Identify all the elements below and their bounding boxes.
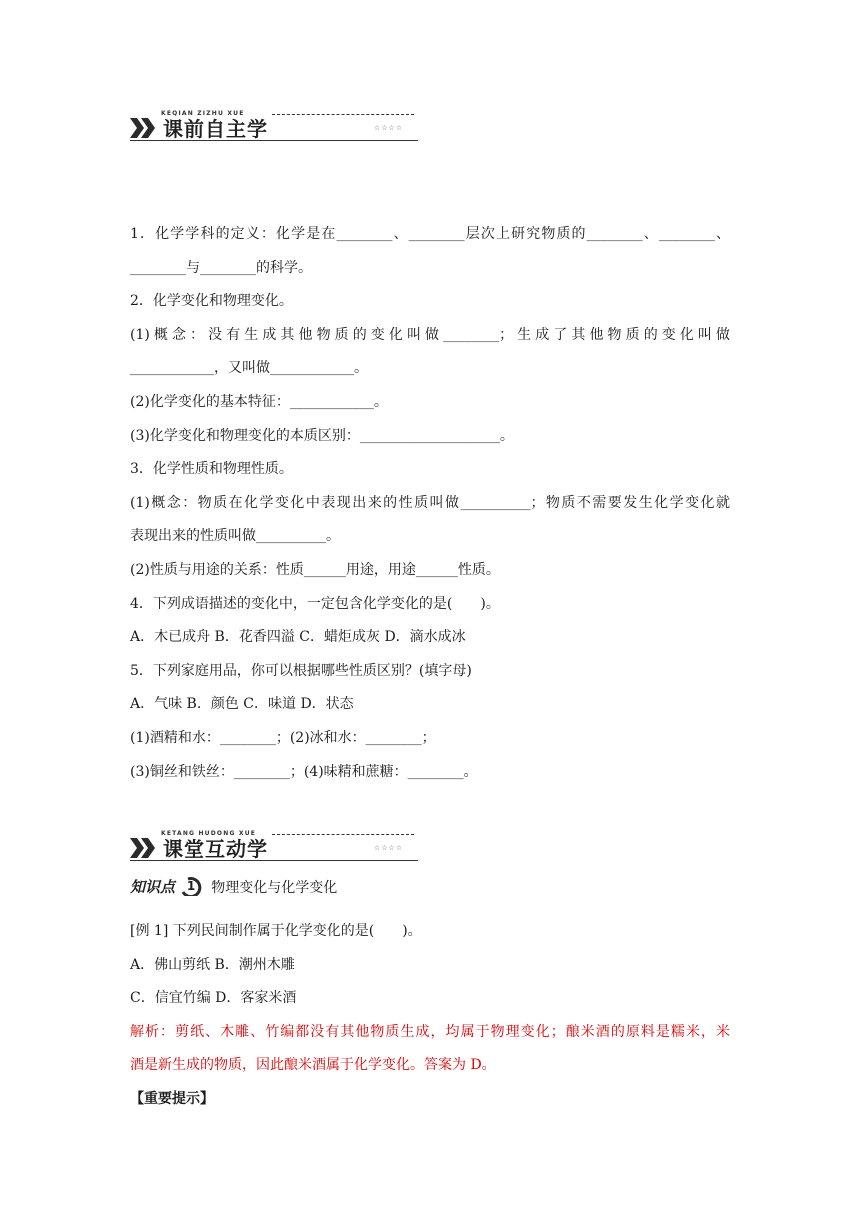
text-line: [例 1] 下列民间制作属于化学变化的是( )。 xyxy=(130,923,422,939)
analysis-line: 酒是新生成的物质，因此酿米酒属于化学变化。答案为 D。 xyxy=(130,1057,496,1074)
knowledge-point-number: 1 xyxy=(186,879,196,893)
preclass-questions xyxy=(130,218,730,789)
section-title: 课前自主学 xyxy=(163,117,268,141)
knowledge-point-title: 物理变化与化学变化 xyxy=(211,880,338,896)
section-header-preclass xyxy=(130,110,420,154)
section-header-pinyin: KETANG HUDONG XUE xyxy=(161,830,257,837)
knowledge-point-number-badge xyxy=(180,876,202,896)
section-title: 课堂互动学 xyxy=(163,837,268,861)
header-underline xyxy=(130,860,418,861)
text-line: (3)铜丝和铁丝：________；(4)味精和蔗糖：________。 xyxy=(130,763,478,780)
text-line: ____________，又叫做____________。 xyxy=(130,360,368,377)
double-chevron-icon xyxy=(130,116,160,140)
text-line: (1)概念：没有生成其他物质的变化叫做________；生成了其他物质的变化叫做 xyxy=(130,326,730,343)
text-line: A．佛山剪纸 B．潮州木雕 xyxy=(130,956,295,973)
knowledge-point-heading xyxy=(130,876,337,906)
section-header-inclass xyxy=(130,830,420,874)
text-line: 1．化学学科的定义：化学是在________、________层次上研究物质的________、________、 xyxy=(130,226,730,242)
text-line: A．气味 B．颜色 C．味道 D．状态 xyxy=(130,696,354,713)
text-line: 5．下列家庭用品，你可以根据哪些性质区别？(填字母) xyxy=(130,662,472,679)
text-line: (2)性质与用途的关系：性质______用途，用途______性质。 xyxy=(130,561,500,578)
text-line: (2)化学变化的基本特征：____________。 xyxy=(130,393,388,410)
double-chevron-icon xyxy=(130,836,160,860)
section-header-pinyin: KEQIAN ZIZHU XUE xyxy=(161,110,245,117)
header-underline xyxy=(130,140,418,141)
header-dashed-line xyxy=(272,834,414,835)
text-line: (3)化学变化和物理变化的本质区别：____________________。 xyxy=(130,427,514,444)
text-line: 表现出来的性质叫做__________。 xyxy=(130,528,340,545)
example-block xyxy=(130,915,730,1117)
star-rating: ☆☆☆☆ xyxy=(374,124,404,132)
text-line: 4．下列成语描述的变化中，一定包含化学变化的是( )。 xyxy=(130,595,500,612)
analysis-line: 解析：剪纸、木雕、竹编都没有其他物质生成，均属于物理变化；酿米酒的原料是糯米，米 xyxy=(130,1023,730,1040)
text-line: (1)概念：物质在化学变化中表现出来的性质叫做__________；物质不需要发生化学变化就 xyxy=(130,494,730,511)
text-line: C．信宜竹编 D．客家米酒 xyxy=(130,990,297,1007)
knowledge-point-label: 知识点 xyxy=(130,878,176,896)
text-line: 2．化学变化和物理变化。 xyxy=(130,293,293,310)
text-line: 3．化学性质和物理性质。 xyxy=(130,461,293,478)
text-line: ________与________的科学。 xyxy=(130,259,312,276)
header-dashed-line xyxy=(272,114,414,115)
important-tip-heading: 【重要提示】 xyxy=(130,1090,214,1107)
star-rating: ☆☆☆☆ xyxy=(374,844,404,852)
text-line: (1)酒精和水：________；(2)冰和水：________； xyxy=(130,729,436,746)
text-line: A．木已成舟 B．花香四溢 C．蜡炬成灰 D．滴水成冰 xyxy=(130,629,466,646)
